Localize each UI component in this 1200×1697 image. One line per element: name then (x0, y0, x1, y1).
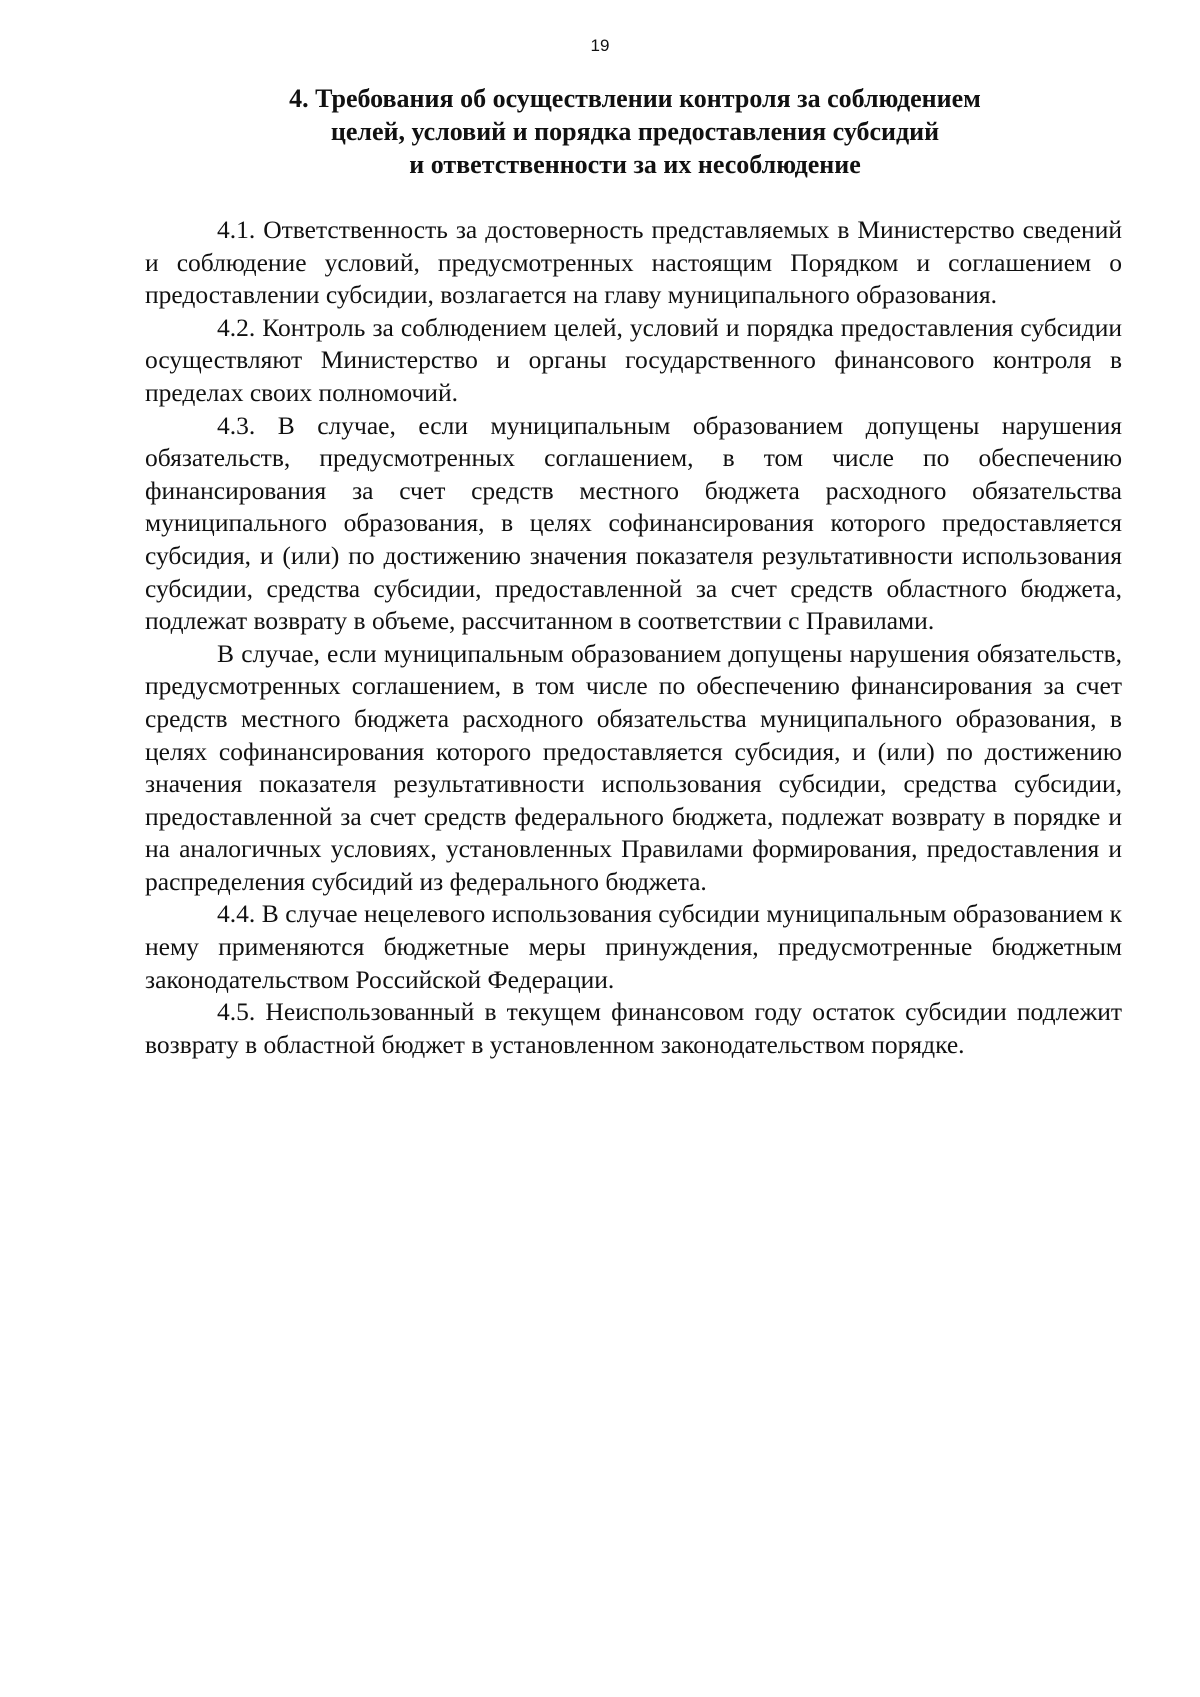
section-heading-line-1: 4. Требования об осуществлении контроля за соблюдением (289, 84, 981, 113)
paragraph-4-3: 4.3. В случае, если муниципальным образованием допущены нарушения обязательств, предусмотренных соглашением, в том числе по обеспечению финансирования за счет средств местного бюджета расходного обязательства муниципального образования, в целях софинансирования которого предоставляется субсидия, и (или) по достижению значения показателя результативности использования субсидии, средства субсидии, предоставленной за счет средств областного бюджета, подлежат возврату в объеме, рассчитанном в соответствии с Правилами. (145, 410, 1122, 636)
section-body (145, 214, 1122, 1061)
section-heading-line-3: и ответственности за их несоблюдение (409, 150, 861, 179)
paragraph-4-4: 4.4. В случае нецелевого использования субсидии муниципальным образованием к нему применяются бюджетные меры принуждения, предусмотренные бюджетным законодательством Российской Федерации. (145, 899, 1122, 994)
section-heading-line-2: целей, условий и порядка предоставления субсидий (330, 117, 940, 146)
paragraph-4-1: 4.1. Ответственность за достоверность представляемых в Министерство сведений и соблюдение условий, предусмотренных настоящим Порядком и соглашением о предоставлении субсидии, возлагается на главу муниципального образования. (145, 215, 1122, 310)
paragraph-4-2: 4.2. Контроль за соблюдением целей, условий и порядка предоставления субсидии осуществляют Министерство и органы государственного финансового контроля в пределах своих полномочий. (145, 312, 1122, 407)
page-number: 19 (590, 36, 610, 55)
paragraph-4-3-federal: В случае, если муниципальным образованием допущены нарушения обязательств, предусмотренных соглашением, в том числе по обеспечению финансирования за счет средств местного бюджета расходного обязательства муниципального образования, в целях софинансирования которого предоставляется субсидия, и (или) по достижению значения показателя результативности использования субсидии, средства субсидии, предоставленной за счет средств федерального бюджета, подлежат возврату в порядке и на аналогичных условиях, установленных Правилами формирования, предоставления и распределения субсидий из федерального бюджета. (145, 638, 1122, 896)
section-heading (150, 82, 1120, 181)
paragraph-4-5: 4.5. Неиспользованный в текущем финансовом году остаток субсидии подлежит возврату в областной бюджет в установленном законодательством порядке. (145, 997, 1122, 1059)
